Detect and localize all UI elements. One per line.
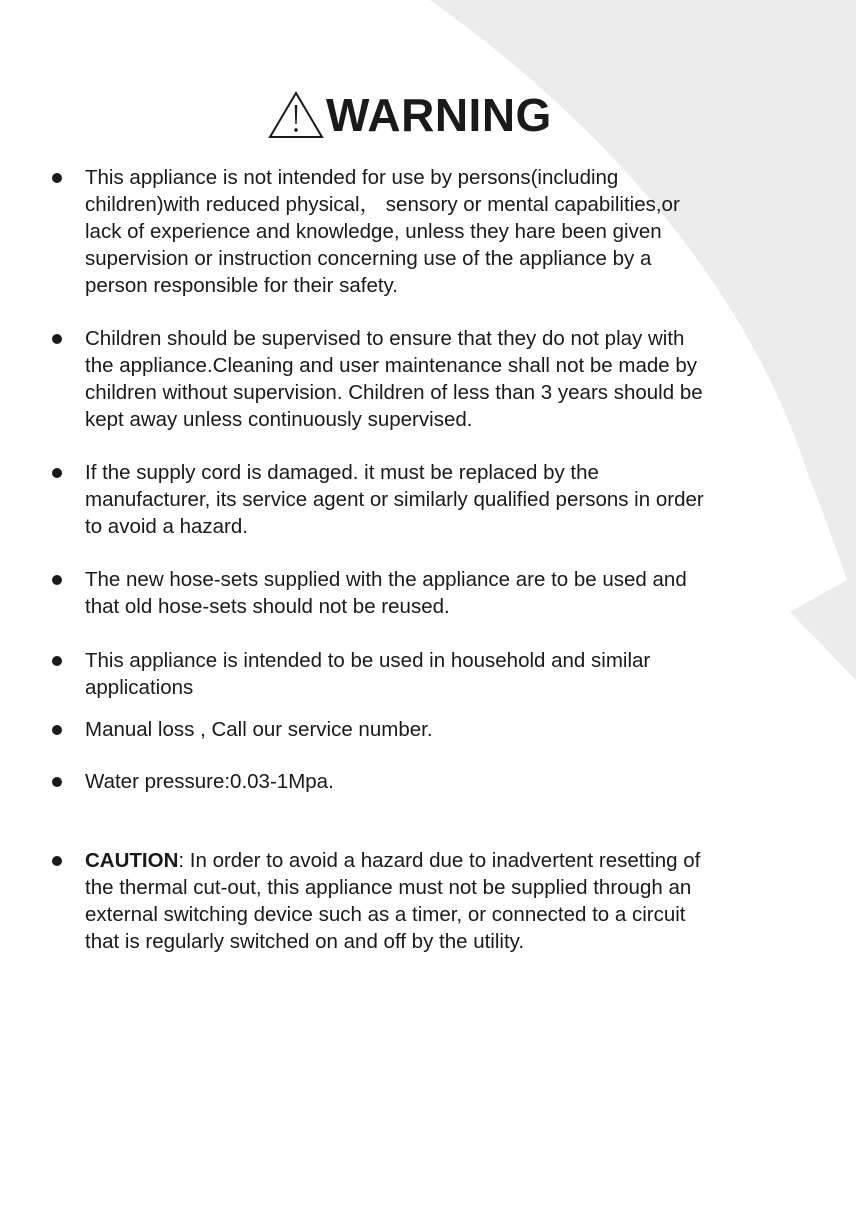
- list-item-text: This appliance is intended to be used in household and similar applications: [85, 649, 651, 699]
- bullet-icon: [52, 725, 62, 735]
- bullet-icon: [52, 575, 62, 585]
- bullet-icon: [52, 777, 62, 787]
- bullet-icon: [52, 173, 62, 183]
- title-text: WARNING: [326, 89, 552, 141]
- list-item-text: Manual loss , Call our service number.: [85, 718, 433, 741]
- bullet-icon: [52, 334, 62, 344]
- list-item-text: This appliance is not intended for use by persons(including children)with reduced physical， sensory or mental capabilities,or lack of experience and knowledge, unless they hare been given supervision or instruction concerning use of the appliance by a person responsible for their safety.: [85, 166, 680, 297]
- caution-label: CAUTION: [85, 849, 179, 872]
- bullet-icon: [52, 468, 62, 478]
- warning-triangle-icon: [268, 91, 324, 139]
- list-item-text: The new hose-sets supplied with the appliance are to be used and that old hose-sets should not be reused.: [85, 568, 687, 618]
- caution-text: [85, 847, 820, 955]
- bullet-icon: [52, 856, 62, 866]
- bullet-icon: [52, 656, 62, 666]
- page-title: [268, 88, 552, 142]
- list-item-text: If the supply cord is damaged. it must be replaced by the manufacturer, its service agent or similarly qualified persons in order to avoid a hazard.: [85, 461, 704, 538]
- list-item-text: Children should be supervised to ensure that they do not play with the appliance.Cleaning and user maintenance shall not be made by children without supervision. Children of less than 3 years should be kept away unless continuously supervised.: [85, 327, 703, 431]
- list-item-text: Water pressure:0.03-1Mpa.: [85, 770, 334, 793]
- caution-body: : In order to avoid a hazard due to inadvertent resetting of the thermal cut-out, this appliance must not be supplied through an external switching device such as a timer, or connected to a circuit that is regularly switched on and off by the utility.: [85, 849, 701, 953]
